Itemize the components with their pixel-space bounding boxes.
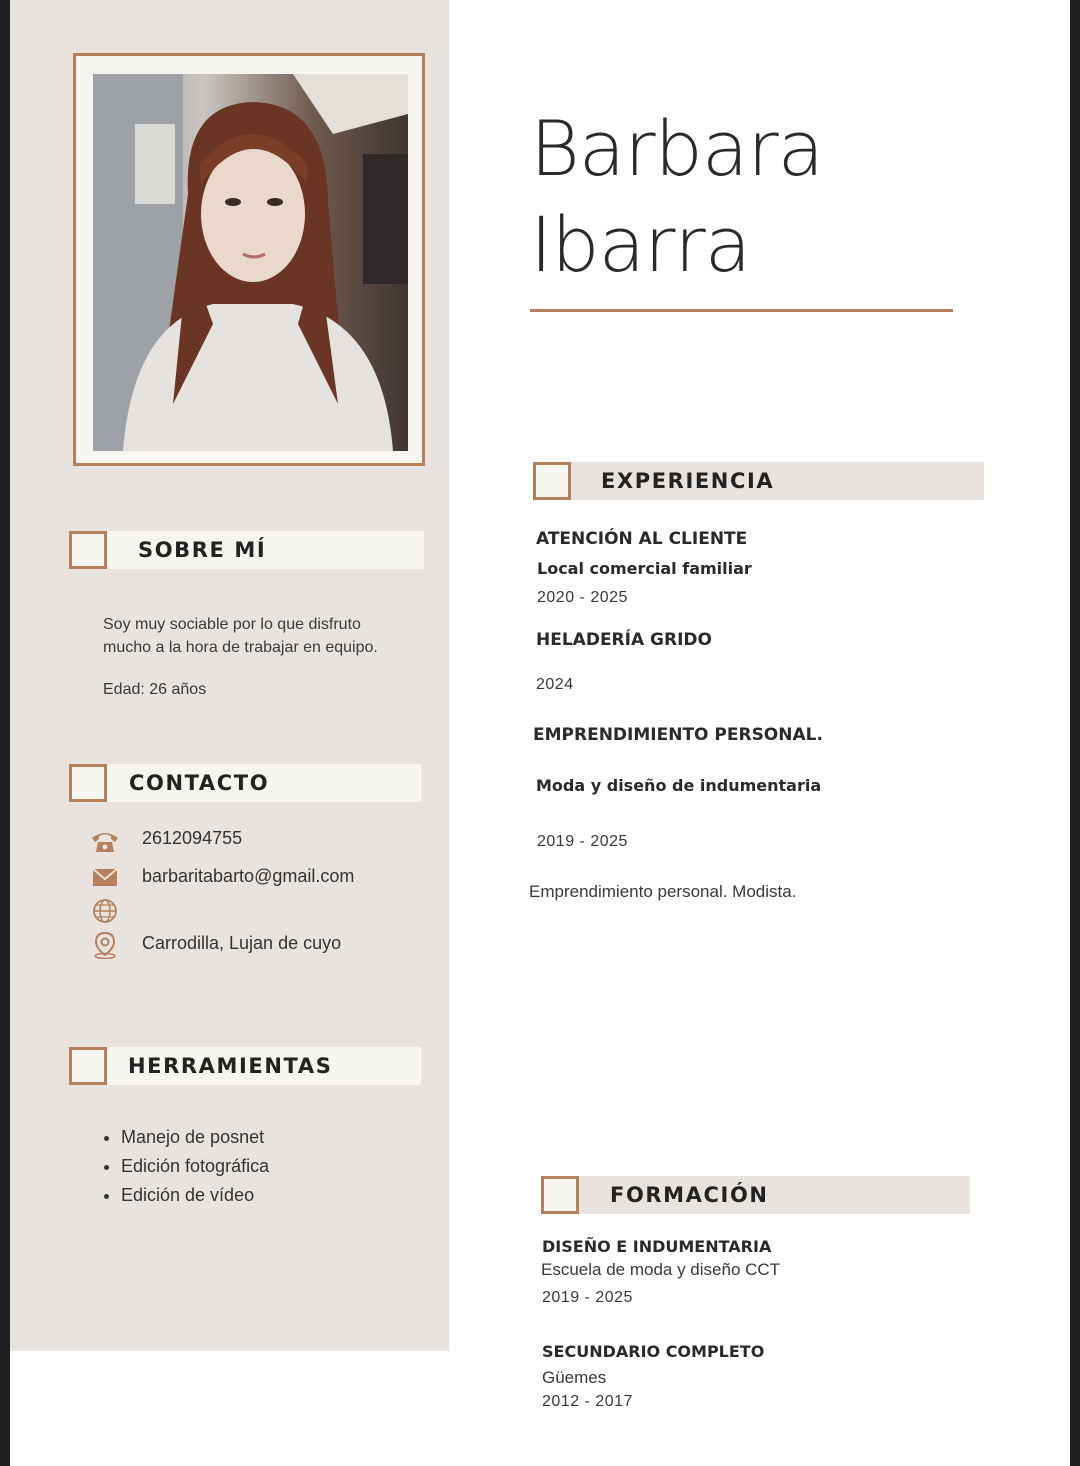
about-section-header [69, 531, 424, 569]
resume-page [10, 0, 1070, 1466]
job-title: ATENCIÓN AL CLIENTE [536, 529, 748, 549]
photo-frame [73, 53, 425, 466]
job-dates: 2024 [536, 676, 574, 693]
job-dates: 2019 - 2025 [537, 833, 628, 850]
job-place: Moda y diseño de indumentaria [536, 776, 822, 795]
education-section-header [541, 1176, 970, 1214]
list-item: • Edición de vídeo [121, 1181, 269, 1210]
tools-title: HERRAMIENTAS [128, 1054, 333, 1078]
age-text: Edad: 26 años [103, 681, 207, 698]
address-text: Carrodilla, Lujan de cuyo [142, 933, 342, 953]
education-school: Güemes [542, 1368, 607, 1387]
section-marker-icon [69, 764, 107, 802]
job-title: HELADERÍA GRIDO [536, 630, 712, 650]
education-title: FORMACIÓN [610, 1183, 769, 1207]
globe-icon [90, 897, 120, 925]
mail-icon [90, 864, 120, 892]
job-title: EMPRENDIMIENTO PERSONAL. [533, 725, 823, 745]
profile-photo [93, 74, 408, 451]
section-marker-icon [69, 531, 107, 569]
name-divider [530, 309, 953, 312]
tools-list [102, 1123, 269, 1210]
sidebar [10, 0, 449, 1351]
email-text[interactable]: barbaritabarto@gmail.com [142, 866, 355, 886]
section-marker-icon [533, 462, 571, 500]
location-pin-icon [90, 931, 120, 959]
last-name: Ibarra [530, 200, 751, 289]
list-item: • Manejo de posnet [121, 1123, 269, 1152]
phone-text[interactable]: 2612094755 [142, 828, 243, 848]
experience-title: EXPERIENCIA [601, 469, 775, 493]
education-title-item: DISEÑO E INDUMENTARIA [542, 1237, 772, 1256]
job-place: Local comercial familiar [537, 559, 752, 578]
education-dates: 2012 - 2017 [542, 1393, 633, 1410]
experience-section-header [533, 462, 984, 500]
list-item: • Edición fotográfica [121, 1152, 269, 1181]
contact-title: CONTACTO [129, 771, 270, 795]
about-text: Soy muy sociable por lo que disfruto mucho a la hora de trabajar en equipo. [103, 616, 378, 656]
first-name: Barbara [530, 104, 824, 193]
education-dates: 2019 - 2025 [542, 1289, 633, 1306]
about-title: SOBRE MÍ [138, 538, 267, 562]
section-marker-icon [69, 1047, 107, 1085]
section-marker-icon [541, 1176, 579, 1214]
job-description: Emprendimiento personal. Modista. [529, 882, 797, 901]
contact-section-header [69, 764, 421, 802]
education-title-item: SECUNDARIO COMPLETO [542, 1342, 765, 1361]
job-dates: 2020 - 2025 [537, 589, 628, 606]
phone-icon [90, 826, 120, 854]
tools-section-header [69, 1047, 421, 1085]
education-school: Escuela de moda y diseño CCT [541, 1260, 781, 1279]
